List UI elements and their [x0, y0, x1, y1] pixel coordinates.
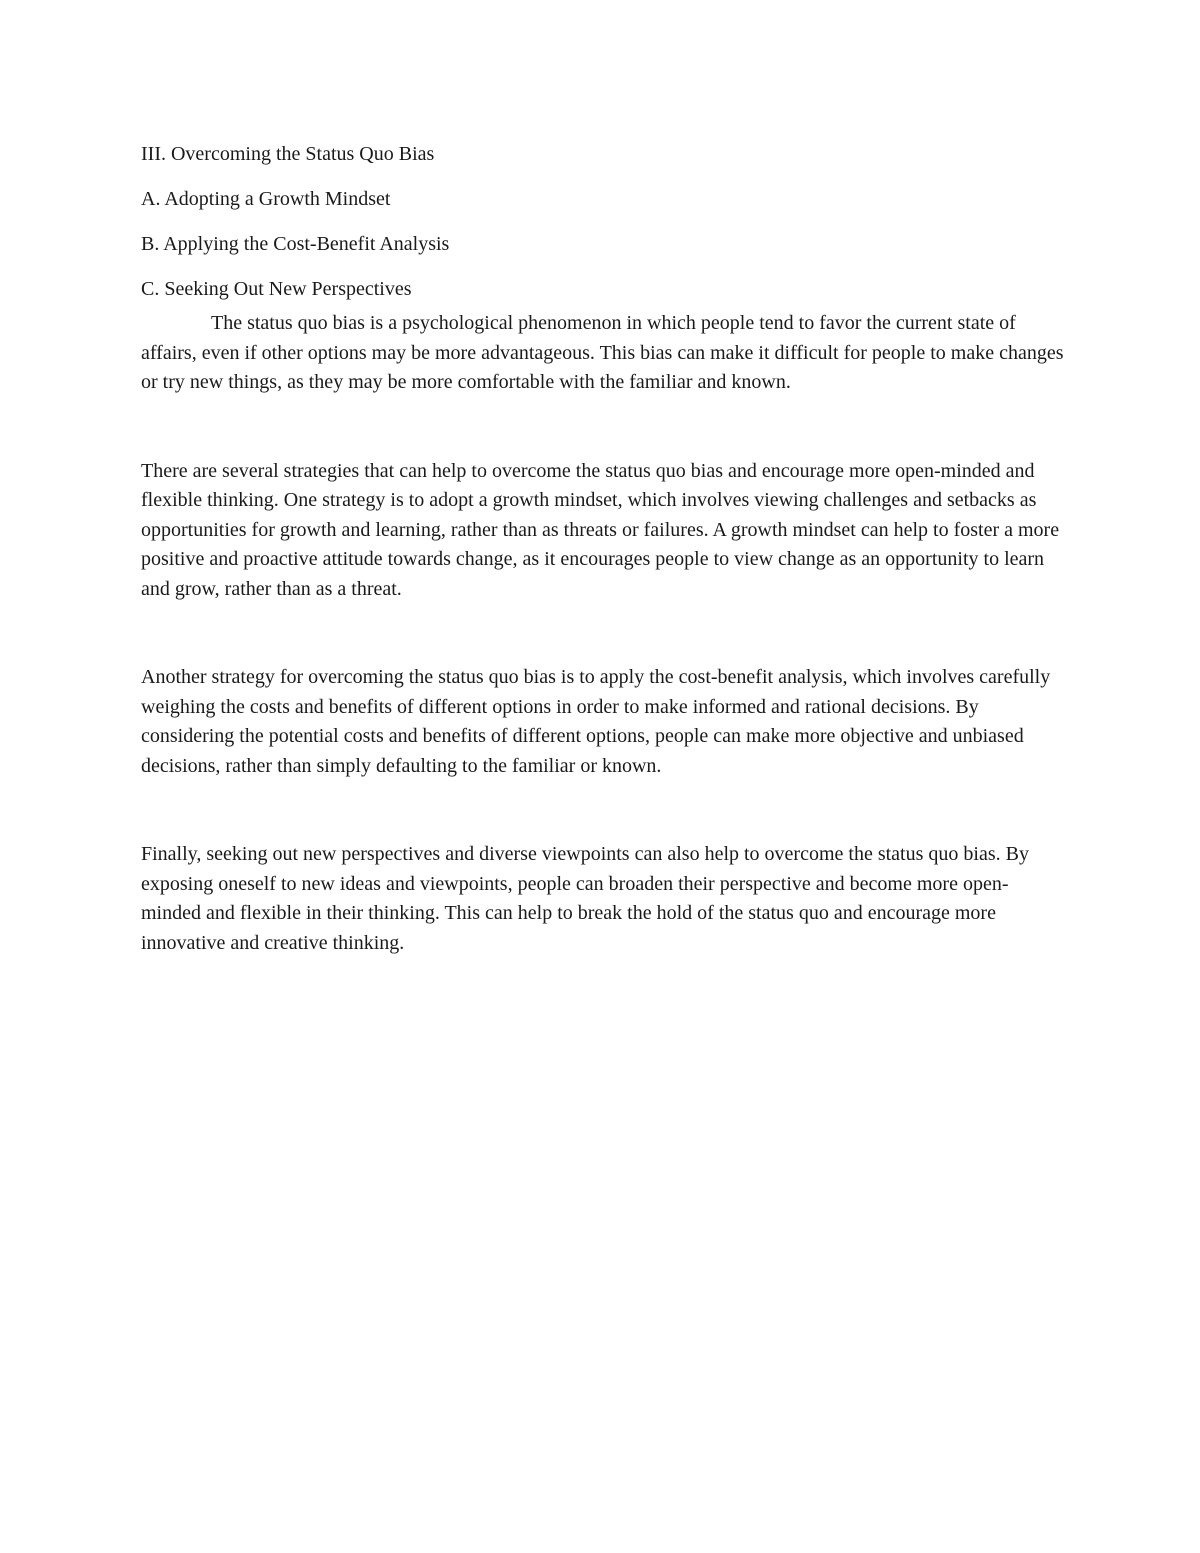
paragraph-new-perspectives: Finally, seeking out new perspectives and diverse viewpoints can also help to overcome the status quo bias. By exposing oneself to new ideas and viewpoints, people can broaden their perspective and become more open-minded and flexible in their thinking. This can help to break the hold of the status quo and encourage more innovative and creative thinking. — [141, 843, 1029, 954]
paragraph-intro: The status quo bias is a psychological phenomenon in which people tend to favor the current state of affairs, even if other options may be more advantageous. This bias can make it difficult for people to make changes or try new things, as they may be more comfortable with the familiar and known. — [141, 312, 1064, 393]
outline-item-b: B. Applying the Cost-Benefit Analysis — [141, 233, 450, 255]
document-body — [141, 140, 1066, 958]
paragraph-cost-benefit: Another strategy for overcoming the status quo bias is to apply the cost-benefit analysis, which involves carefully weighing the costs and benefits of different options in order to make informed and rational decisions. By considering the potential costs and benefits of different options, people can make more objective and unbiased decisions, rather than simply defaulting to the familiar or known. — [141, 666, 1051, 777]
paragraph-spacer — [141, 604, 1066, 663]
section-heading: III. Overcoming the Status Quo Bias — [141, 143, 435, 165]
paragraph-spacer — [141, 398, 1066, 457]
paragraph-growth-mindset: There are several strategies that can help to overcome the status quo bias and encourage more open-minded and flexible thinking. One strategy is to adopt a growth mindset, which involves viewing challenges and setbacks as opportunities for growth and learning, rather than as threats or failures. A growth mindset can help to foster a more positive and proactive attitude towards change, as it encourages people to view change as an opportunity to learn and grow, rather than as a threat. — [141, 459, 1060, 600]
paragraph-spacer — [141, 781, 1066, 840]
outline-item-c: C. Seeking Out New Perspectives — [141, 278, 412, 300]
outline-item-a: A. Adopting a Growth Mindset — [141, 188, 391, 210]
